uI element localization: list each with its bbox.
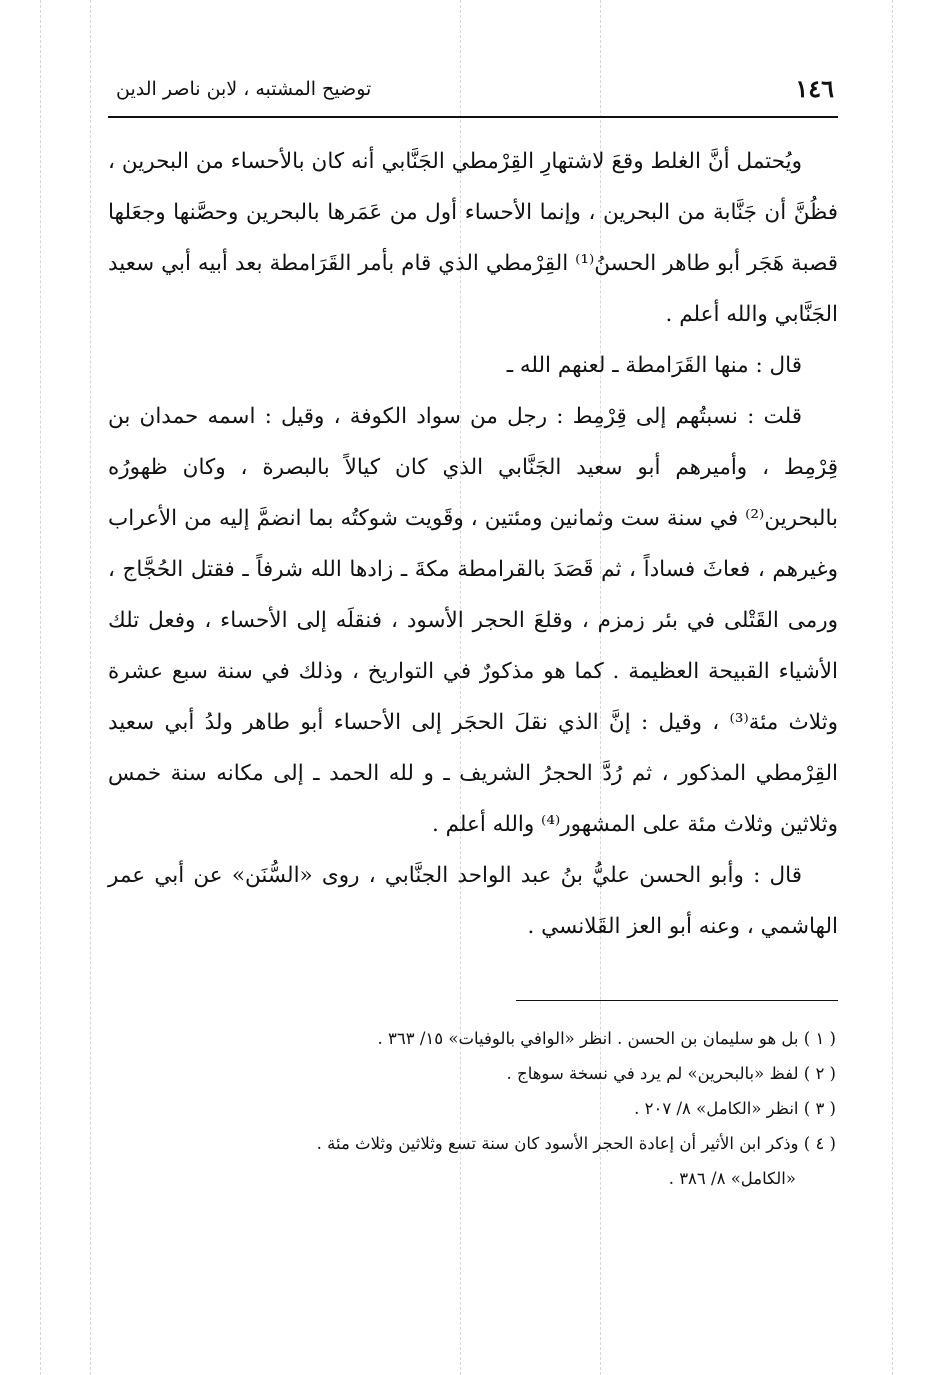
paragraph: قلت : نسبتُهم إلى قِرْمِط : رجل من سواد الكوفة ، وقيل : اسمه حمدان بن قِرْمِط ، وأميرهم أبو سعيد الجَنَّابي الذي كان كيالاً بالبصرة ، وكان ظهورُه بالبحرين⁽²⁾ في سنة ست وثمانين ومئتين ، وقَويت شوكتُه بما انضمَّ إليه من الأعراب وغيرهم ، فعاثَ فساداً ، ثم قَصَدَ بالقرامطة مكةَ ـ زادها الله شرفاً ـ فقتل الحُجَّاج ، ورمى القَتْلى في بئر زمزم ، وقلعَ الحجر الأسود ، فنقلَه إلى الأحساء ، وفعل تلك الأشياء القبيحة العظيمة . كما هو مذكورٌ في التواريخ ، وذلك في سنة سبع عشرة وثلاث مئة⁽³⁾ ، وقيل : إنَّ الذي نقلَ الحجَر إلى الأحساء أبو طاهر ولدُ أبي سعيد القِرْمطي المذكور ، ثم رُدَّ الحجرُ الشريف ـ و لله الحمد ـ إلى مكانه سنة خمس وثلاثين وثلاث مئة على المشهور⁽⁴⁾ والله أعلم .	[108, 404, 838, 837]
footnotes	[108, 1021, 838, 1196]
footnote-4-continuation: «الكامل» ٨/ ٣٨٦ .	[668, 1169, 796, 1188]
main-text	[108, 136, 838, 952]
footnote-3: ( ٣ ) انظر «الكامل» ٨/ ٢٠٧ .	[634, 1099, 836, 1118]
footnote-1: ( ١ ) بل هو سليمان بن الحسن . انظر «الوافي بالوفيات» ١٥/ ٣٦٣ .	[377, 1029, 836, 1048]
footnote-2: ( ٢ ) لفظ «بالبحرين» لم يرد في نسخة سوهاج .	[506, 1064, 836, 1083]
page-header	[108, 60, 838, 110]
paragraph: ويُحتمل أنَّ الغلط وقعَ لاشتهارِ القِرْمطي الجَنَّابي أنه كان بالأحساء من البحرين ، فظُنَّ أن جَنَّابة من البحرين ، وإنما الأحساء أول من عَمَرها بالبحرين وحصَّنها وجعَلها قصبة هَجَر أبو طاهر الحسنُ⁽¹⁾ القِرْمطي الذي قام بأمر القَرَامطة بعد أبيه أبي سعيد الجَنَّابي والله أعلم .	[108, 149, 838, 327]
paragraph: قال : منها القَرَامطة ـ لعنهم الله ـ	[506, 353, 802, 378]
footnote-4: ( ٤ ) وذكر ابن الأثير أن إعادة الحجر الأسود كان سنة تسع وثلاثين وثلاث مئة .	[316, 1134, 836, 1153]
running-title: توضيح المشتبه ، لابن ناصر الدين	[116, 78, 372, 100]
footnote-rule	[516, 1000, 838, 1001]
scan-guide-line	[90, 0, 91, 1375]
header-rule	[108, 116, 838, 118]
page-number: ١٤٦	[795, 74, 834, 103]
scan-guide-line	[892, 0, 893, 1375]
book-page	[108, 60, 838, 1196]
scan-guide-line	[40, 0, 41, 1375]
paragraph: قال : وأبو الحسن عليُّ بنُ عبد الواحد الجنَّابي ، روى «السُّنَن» عن أبي عمر الهاشمي ، وعنه أبو العز القَلانسي .	[108, 863, 838, 939]
